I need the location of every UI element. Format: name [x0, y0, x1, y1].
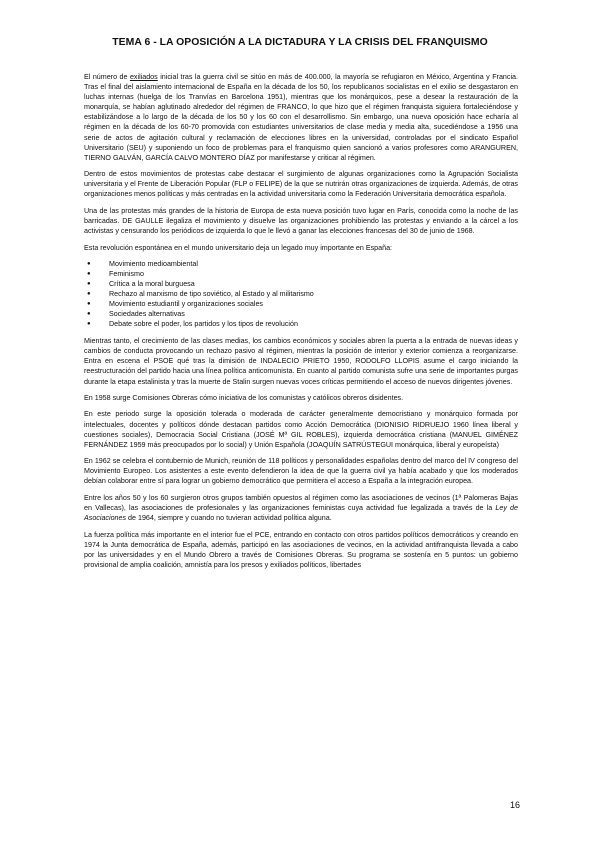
list-item: ● Debate sobre el poder, los partidos y los tipos de revolución — [84, 319, 518, 329]
paragraph-student-organizations: Dentro de estos movimientos de protestas cabe destacar el surgimiento de algunas organizaciones como la Agrupación Socialista universitaria y el Frente de Liberación Popular (FLP o FELIPE) de la que se nutrirán otras organizaciones de izquierda. Además, de otras organizaciones menos políticas y más centradas en la actividad universitaria como la Federación Universitaria democrática española. — [84, 170, 518, 199]
page-title: TEMA 6 - LA OPOSICIÓN A LA DICTADURA Y LA CRISIS DEL FRANQUISMO — [112, 37, 488, 48]
ley-asociaciones-italic: Ley de Asociaciones — [84, 504, 518, 523]
paragraph-associations — [84, 493, 518, 523]
paragraph-associations-pre: Entre los años 50 y los 60 surgieron otros grupos también opuestos al régimen como las asociaciones de vecinos (1ª Palomeras Bajas en Vallecas), las asociaciones de profesionales y las organizaciones feministas cuya actividad fue legalizada a través de la — [84, 493, 518, 512]
list-item: ● Feminismo — [84, 269, 518, 279]
legacy-list — [84, 259, 518, 330]
paragraph-moderate-opposition: En este periodo surge la oposición tolerada o moderada de carácter generalmente democristiano y monárquico formada por intelectuales, docentes y políticos dónde destacan partidos como Acción Democrática (DIONISIO RIDRUEJO 1960 línea liberal y cuestiones sociales), Democracia Social Cristiana (JOSÉ Mª GIL ROBLES), izquierda democrática cristiana (MANUEL GIMÉNEZ FERNÁNDEZ 1959 más preocupados por lo social) y Unión Española (JOAQUÍN SATRÚSTEGUI monárquica, liberal y europeísta) — [84, 410, 518, 449]
paragraph-associations-post: de 1964, siempre y cuando no tuvieran actividad política alguna. — [126, 514, 332, 523]
list-item: ● Rechazo al marxismo de tipo soviético, al Estado y al militarismo — [84, 289, 518, 299]
list-item: ● Movimiento medioambiental — [84, 259, 518, 269]
paragraph-legacy-intro: Esta revolución espontánea en el mundo universitario deja un legado muy importante en España: — [84, 243, 393, 252]
exiliados-link[interactable]: exiliados — [129, 73, 158, 81]
document-body — [84, 72, 518, 576]
paragraph-exile-pre: El número de — [84, 73, 130, 81]
page-number: 16 — [510, 800, 521, 810]
paragraph-munich: En 1962 se celebra el contubernio de Munich, reunión de 118 políticos y personalidades españolas dentro del marco del IV congreso del Movimiento Europeo. Los asistentes a este evento defendieron la idea de que la guerra civil ya había acabado y que los moderados debían colaborar entre sí para lograr un gobierno democrático que permitiera el acceso a España a la integración europea. — [84, 457, 518, 486]
paragraph-exile-post: inicial tras la guerra civil se sitúo en más de 400.000, la mayoría se refugiaron en México, Argentina y Francia. Tras el final del aislamiento internacional de España en la década de los 50, los republicanos socialistas en el exilio se desgastaron en luchas internas (huelga de los Tranvías en Barcelona 1951), mientras que los monárquicos, pese a desear la restauración de la monarquía, se habían aglutinado alrededor del régimen de FRANCO, lo que hizo que el régimen franquista siguiera fortaleciéndose y estabilizándose a lo largo de la década de los 50 y los 60 con el desarrollismo. Sin embargo, una nueva oposición hace echaría al régimen en la década de los 60-70 promovida con estudiantes universitarios de clase media y media alta, sucediéndose a 1956 una serie de actos de agitación cultural y reclamación de elecciones libres en la universidad, controladas por el sindicato Español Universitario (SEU) y suponiendo un foco de problemas para el franquismo quien sancionó a varios profesores como ARANGUREN, TIERNO GALVÁN, GARCÍA CALVO MONTERO DÍAZ por manifestarse y criticar al régimen. — [84, 73, 518, 162]
paragraph-comisiones-obreras: En 1958 surge Comisiones Obreras cómo iniciativa de los comunistas y católicos obreros disidentes. — [84, 393, 404, 402]
list-item: ● Sociedades alternativas — [84, 309, 518, 319]
paragraph-exile — [84, 72, 518, 163]
paragraph-pce: La fuerza política más importante en el interior fue el PCE, entrando en contacto con otros partidos políticos democráticos y creando en 1974 la Junta democrática de España, además, participó en las asociaciones de vecinos, en la actividad antifranquista llevada a cabo por las universidades y en el Mundo Obrero a través de Comisiones Obreras. Su programa se sostenía en 5 puntos: un gobierno provisional de amplia coalición, amnistía para los presos y exiliados políticos, libertades — [84, 530, 518, 569]
paragraph-middle-classes: Mientras tanto, el crecimiento de las clases medias, los cambios económicos y sociales abren la puerta a la entrada de nuevas ideas y cambios de conducta provocando un rechazo pasivo al régimen, mientras la posición de interior y exterior comienza a reorganizarse. Entra en escena el PSOE qué tras la dimisión de INDALECIO PRIETO 1950, RODOLFO LLOPIS asume el cargo iniciando la reestructuración del partido hacia una línea política anticomunista. En cuanto al partido comunista sufre una serie de importantes purgas durante la etapa estalinista y tras la muerte de Stalin surgen nuevas voces críticas permitiendo el acceso de nuevos dirigentes jóvenes. — [84, 337, 518, 386]
list-item: ● Movimiento estudiantil y organizaciones sociales — [84, 299, 518, 309]
list-item: ● Crítica a la moral burguesa — [84, 279, 518, 289]
paragraph-paris-protests: Una de las protestas más grandes de la historia de Europa de esta nueva posición tuvo lugar en París, conocida como la noche de las barricadas. DE GAULLE ilegaliza el movimiento y disuelve las organizaciones prohibiendo las protestas y enviando a la cárcel a los activistas y censurando los periódicos de izquierda lo que le llevó a ganar las elecciones francesas del 30 de junio de 1968. — [84, 206, 518, 236]
